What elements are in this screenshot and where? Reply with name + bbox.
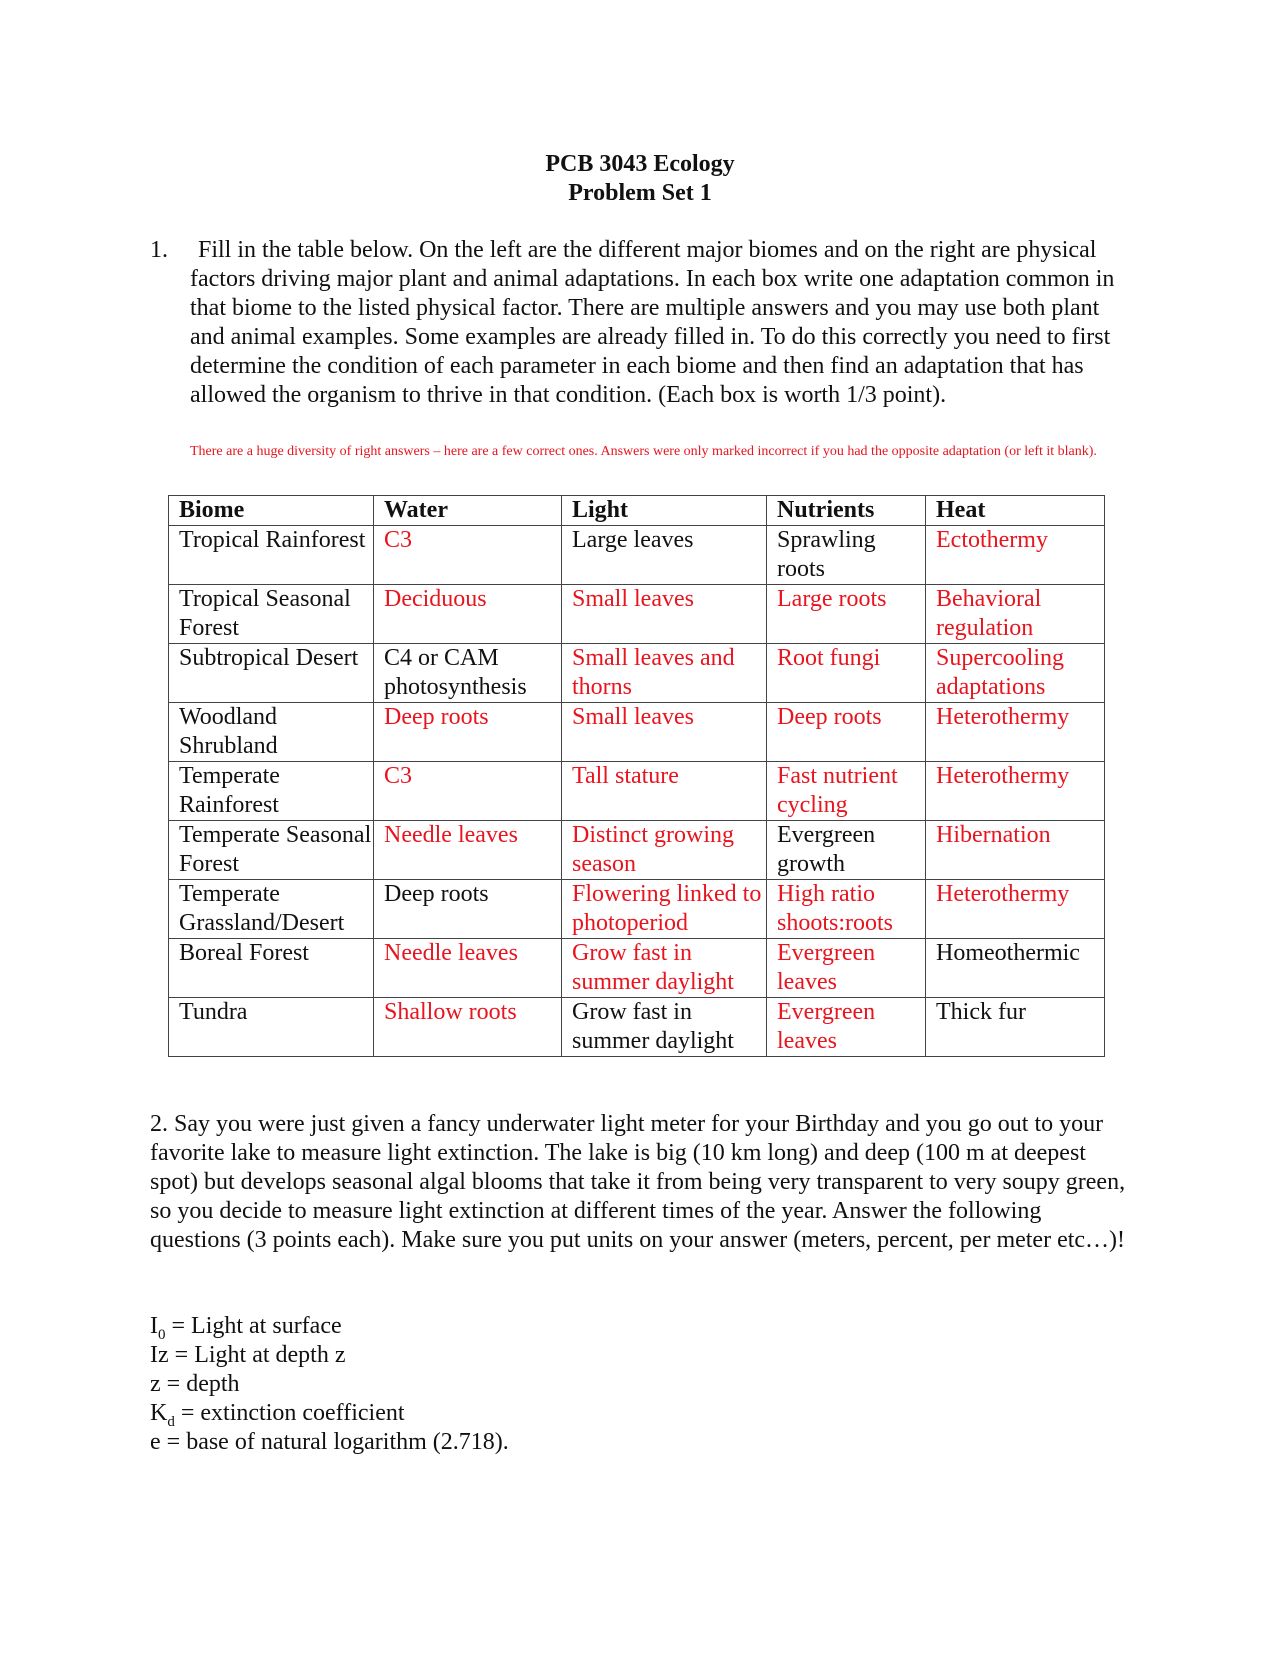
problem-set-title: Problem Set 1	[568, 180, 712, 206]
water-cell: Deep roots	[374, 880, 562, 939]
heat-cell: Ectothermy	[926, 526, 1105, 585]
light-cell: Large leaves	[562, 526, 767, 585]
water-cell: C4 or CAM photosynthesis	[374, 644, 562, 703]
column-header-biome: Biome	[169, 496, 374, 526]
definition-text: = base of natural logarithm (2.718).	[160, 1429, 509, 1455]
heat-cell: Supercooling adaptations	[926, 644, 1105, 703]
definition-line	[150, 1341, 850, 1370]
definition-subscript: 0	[158, 1326, 166, 1343]
table-row	[169, 762, 1105, 821]
definition-subscript: d	[167, 1413, 175, 1430]
table-row	[169, 880, 1105, 939]
nutrients-cell: Deep roots	[767, 703, 926, 762]
nutrients-cell: Root fungi	[767, 644, 926, 703]
course-title: PCB 3043 Ecology	[545, 151, 735, 177]
answer-key-note: There are a huge diversity of right answers – here are a few correct ones. Answers were only marked incorrect if you had the opposite adaptation (or left it blank).	[190, 444, 1097, 459]
definition-text: = depth	[160, 1371, 240, 1397]
biome-cell: Temperate Seasonal Forest	[169, 821, 374, 880]
heat-cell: Behavioral regulation	[926, 585, 1105, 644]
water-cell: Needle leaves	[374, 821, 562, 880]
column-header-heat: Heat	[926, 496, 1105, 526]
biome-cell: Temperate Grassland/Desert	[169, 880, 374, 939]
table-row	[169, 939, 1105, 998]
nutrients-cell: Evergreen growth	[767, 821, 926, 880]
table-header-row	[169, 496, 1105, 526]
definition-symbol: e	[150, 1429, 161, 1455]
heat-cell: Heterothermy	[926, 703, 1105, 762]
water-cell: C3	[374, 526, 562, 585]
table-row	[169, 585, 1105, 644]
nutrients-cell: Sprawling roots	[767, 526, 926, 585]
biome-adaptation-table	[168, 495, 1105, 1057]
definition-symbol: Iz	[150, 1342, 169, 1368]
definition-text: = Light at surface	[165, 1313, 342, 1339]
nutrients-cell: Evergreen leaves	[767, 998, 926, 1057]
biome-cell: Tropical Rainforest	[169, 526, 374, 585]
question-2-text: 2. Say you were just given a fancy underwater light meter for your Birthday and you go out to your favorite lake to measure light extinction. The lake is big (10 km long) and deep (100 m at deepest spot) but develops seasonal algal blooms that take it from being very transparent to very soupy green, so you decide to measure light extinction at different times of the year. Answer the following questions (3 points each). Make sure you put units on your answer (meters, percent, per meter etc…)!	[150, 1111, 1126, 1253]
column-header-water: Water	[374, 496, 562, 526]
question-1-number: 1.	[150, 237, 168, 263]
heat-cell: Thick fur	[926, 998, 1105, 1057]
light-cell: Flowering linked to photoperiod	[562, 880, 767, 939]
definition-text: = extinction coefficient	[174, 1400, 405, 1426]
table-row	[169, 703, 1105, 762]
definition-line	[150, 1399, 850, 1428]
definition-symbol: z	[150, 1371, 161, 1397]
heat-cell: Homeothermic	[926, 939, 1105, 998]
table-row	[169, 821, 1105, 880]
definition-symbol: K	[150, 1400, 168, 1426]
definition-text: = Light at depth z	[168, 1342, 346, 1368]
question-1-text: Fill in the table below. On the left are the different major biomes and on the right are physical factors driving major plant and animal adaptations. In each box write one adaptation common in that biome to the listed physical factor. There are multiple answers and you may use both plant and animal examples. Some examples are already filled in. To do this correctly you need to first determine the condition of each parameter in each biome and then find an adaptation that has allowed the organism to thrive in that condition. (Each box is worth 1/3 point).	[190, 237, 1115, 408]
table-row	[169, 526, 1105, 585]
biome-cell: Subtropical Desert	[169, 644, 374, 703]
table-row	[169, 644, 1105, 703]
variable-definitions	[150, 1312, 850, 1457]
water-cell: Needle leaves	[374, 939, 562, 998]
heat-cell: Heterothermy	[926, 762, 1105, 821]
water-cell: Deep roots	[374, 703, 562, 762]
nutrients-cell: Fast nutrient cycling	[767, 762, 926, 821]
light-cell: Grow fast in summer daylight	[562, 939, 767, 998]
light-cell: Grow fast in summer daylight	[562, 998, 767, 1057]
biome-cell: Boreal Forest	[169, 939, 374, 998]
biome-cell: Temperate Rainforest	[169, 762, 374, 821]
heat-cell: Hibernation	[926, 821, 1105, 880]
biome-cell: Tropical Seasonal Forest	[169, 585, 374, 644]
definition-line	[150, 1312, 850, 1341]
light-cell: Small leaves	[562, 703, 767, 762]
biome-cell: Woodland Shrubland	[169, 703, 374, 762]
light-cell: Tall stature	[562, 762, 767, 821]
heat-cell: Heterothermy	[926, 880, 1105, 939]
light-cell: Small leaves	[562, 585, 767, 644]
nutrients-cell: Evergreen leaves	[767, 939, 926, 998]
water-cell: Deciduous	[374, 585, 562, 644]
definition-symbol: I	[150, 1313, 158, 1339]
column-header-nutrients: Nutrients	[767, 496, 926, 526]
light-cell: Small leaves and thorns	[562, 644, 767, 703]
table-row	[169, 998, 1105, 1057]
light-cell: Distinct growing season	[562, 821, 767, 880]
definition-line	[150, 1370, 850, 1399]
water-cell: C3	[374, 762, 562, 821]
column-header-light: Light	[562, 496, 767, 526]
water-cell: Shallow roots	[374, 998, 562, 1057]
nutrients-cell: Large roots	[767, 585, 926, 644]
nutrients-cell: High ratio shoots:roots	[767, 880, 926, 939]
biome-cell: Tundra	[169, 998, 374, 1057]
definition-line	[150, 1428, 850, 1457]
